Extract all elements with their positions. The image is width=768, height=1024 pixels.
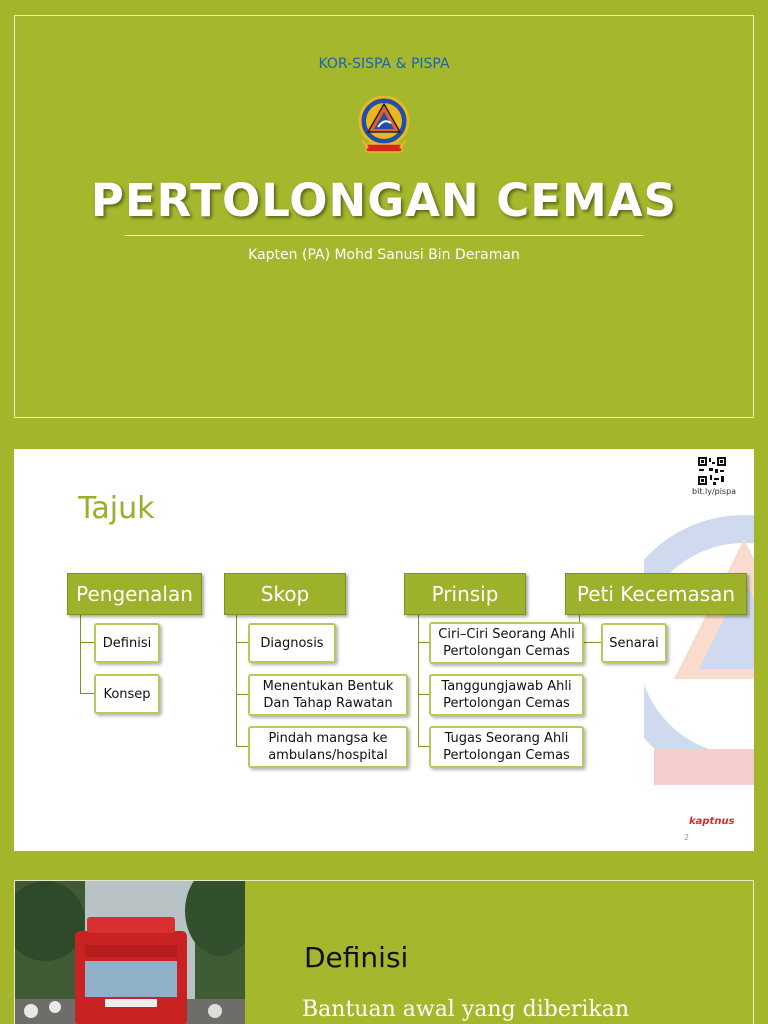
topic-header-prinsip[interactable]: Prinsip	[404, 573, 526, 615]
connector-line	[418, 642, 429, 643]
definition-slide	[14, 880, 754, 1024]
connector-line	[236, 642, 248, 643]
connector-line	[418, 746, 429, 747]
connector-line	[80, 612, 81, 693]
footer-brand-text: kaptnus	[689, 816, 735, 827]
subtopic-diagnosis[interactable]: Diagnosis	[248, 623, 336, 663]
slide-heading: Tajuk	[78, 491, 155, 526]
connector-line	[418, 694, 429, 695]
subtopic-bentuk-rawatan[interactable]: Menentukan Bentuk Dan Tahap Rawatan	[248, 674, 408, 716]
subtopic-konsep[interactable]: Konsep	[94, 674, 160, 714]
definition-body: Bantuan awal yang diberikan	[302, 997, 630, 1022]
connector-line	[80, 642, 94, 643]
definition-title: Definisi	[304, 941, 409, 974]
presentation-title: PERTOLONGAN CEMAS	[90, 174, 678, 227]
qr-code-icon[interactable]	[697, 456, 727, 486]
topic-header-skop[interactable]: Skop	[224, 573, 346, 615]
connector-line	[236, 612, 237, 747]
fire-truck-photo	[15, 881, 245, 1024]
connector-line	[80, 693, 94, 694]
connector-line	[236, 746, 248, 747]
organization-name: KOR-SISPA & PISPA	[318, 56, 450, 72]
page-number: 2	[684, 833, 690, 842]
subtopic-senarai[interactable]: Senarai	[601, 623, 667, 663]
author-name: Kapten (PA) Mohd Sanusi Bin Deraman	[248, 247, 520, 263]
subtopic-definisi[interactable]: Definisi	[94, 623, 160, 663]
connector-line	[236, 694, 248, 695]
footer-brand-logo	[689, 809, 735, 828]
connector-line	[418, 612, 419, 747]
topic-header-peti-kecemasan[interactable]: Peti Kecemasan	[565, 573, 747, 615]
subtopic-ciri-ahli[interactable]: Ciri–Ciri Seorang Ahli Pertolongan Cemas	[429, 622, 584, 664]
watermark-emblem-icon	[644, 509, 754, 829]
subtopic-tanggungjawab[interactable]: Tanggungjawab Ahli Pertolongan Cemas	[429, 674, 584, 716]
topics-slide	[14, 449, 754, 851]
subtopic-pindah-mangsa[interactable]: Pindah mangsa ke ambulans/hospital	[248, 726, 408, 768]
emblem-logo-icon	[356, 94, 412, 160]
title-divider	[125, 235, 643, 236]
subtopic-tugas-ahli[interactable]: Tugas Seorang Ahli Pertolongan Cemas	[429, 726, 584, 768]
title-slide	[14, 15, 754, 418]
qr-code-label: bit.ly/pispa	[692, 487, 737, 496]
topic-header-pengenalan[interactable]: Pengenalan	[67, 573, 202, 615]
